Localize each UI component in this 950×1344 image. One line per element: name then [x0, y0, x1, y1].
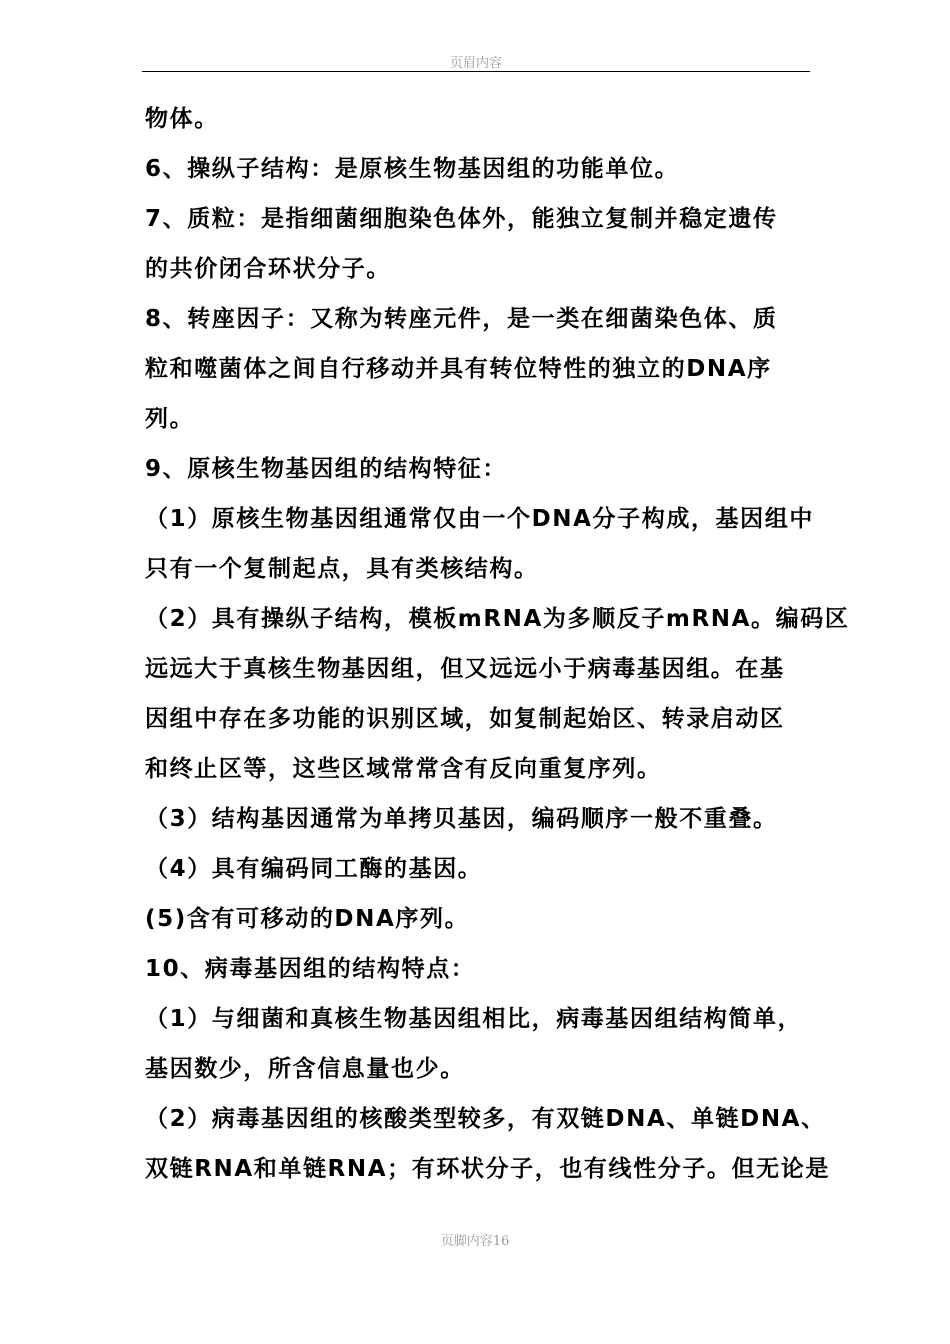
text-line: (5)含有可移动的DNA序列。 [145, 906, 470, 932]
page-footer: 页脚内容16 [440, 1234, 510, 1249]
text-line: 只有一个复制起点，具有类核结构。 [145, 556, 539, 582]
text-line: 的共价闭合环状分子。 [145, 256, 391, 282]
header-text: 页眉内容 [449, 56, 502, 71]
text-line: 9、原核生物基因组的结构特征： [145, 456, 508, 482]
page-header [142, 52, 810, 72]
text-line: 基因数少，所含信息量也少。 [145, 1056, 465, 1082]
text-line: （4）具有编码同工酶的基因。 [145, 856, 483, 882]
text-line: （2）病毒基因组的核酸类型较多，有双链DNA、单链DNA、 [145, 1106, 826, 1132]
text-line: 物体。 [145, 106, 219, 132]
text-line: 粒和噬菌体之间自行移动并具有转位特性的独立的DNA序 [145, 356, 772, 382]
text-line: （2）具有操纵子结构，模板mRNA为多顺反子mRNA。编码区 [145, 606, 850, 632]
text-line: 8、转座因子：又称为转座元件，是一类在细菌染色体、质 [145, 306, 778, 332]
text-line: 因组中存在多功能的识别区域，如复制起始区、转录启动区 [145, 706, 785, 732]
text-line: （1）原核生物基因组通常仅由一个DNA分子构成，基因组中 [145, 506, 814, 532]
text-line: 和终止区等，这些区域常常含有反向重复序列。 [145, 756, 662, 782]
text-line: 7、质粒：是指细菌细胞染色体外，能独立复制并稳定遗传 [145, 206, 778, 232]
text-line: 10、病毒基因组的结构特点： [145, 956, 476, 982]
text-line: 列。 [145, 406, 195, 432]
text-line: 双链RNA和单链RNA；有环状分子，也有线性分子。但无论是 [145, 1156, 830, 1182]
text-line: （1）与细菌和真核生物基因组相比，病毒基因组结构简单， [145, 1006, 803, 1032]
text-line: 6、操纵子结构：是原核生物基因组的功能单位。 [145, 156, 680, 182]
document-body [145, 94, 850, 1194]
text-line: （3）结构基因通常为单拷贝基因，编码顺序一般不重叠。 [145, 806, 778, 832]
text-line: 远远大于真核生物基因组，但又远远小于病毒基因组。在基 [145, 656, 785, 682]
